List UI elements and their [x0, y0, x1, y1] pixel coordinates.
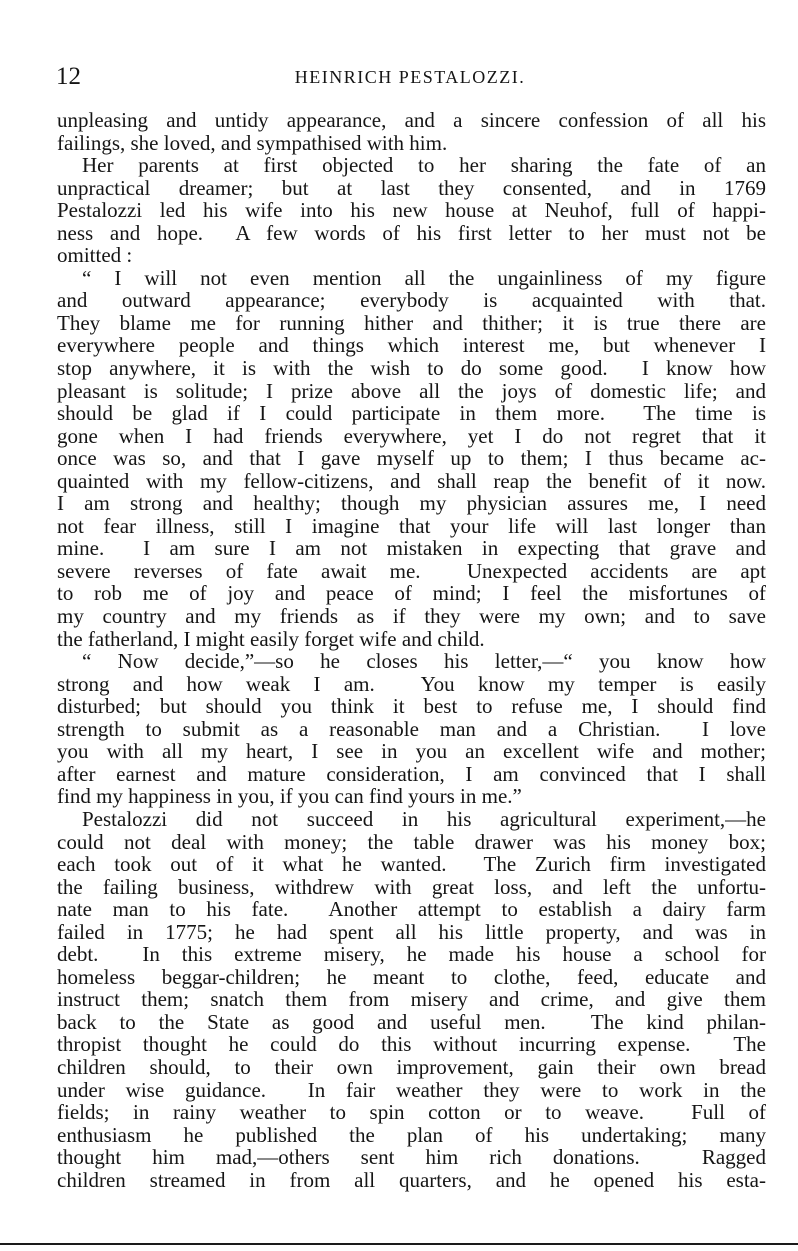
- text-line: Her parents at first objected to her sharing the fate of an: [82, 153, 766, 178]
- text-line: pleasant is solitude; I prize above all the joys of domestic life; and: [57, 378, 766, 403]
- text-line: unpractical dreamer; but at last they consented, and in 1769: [57, 175, 766, 200]
- text-line: They blame me for running hither and thither; it is true there are: [57, 310, 766, 335]
- text-line: failings, she loved, and sympathised with him.: [57, 130, 448, 155]
- text-line: unpleasing and untidy appearance, and a sincere confession of all his: [57, 108, 766, 132]
- text-line: should be glad if I could participate in them more. The time is: [57, 401, 766, 426]
- text-line: the fatherland, I might easily forget wife and child.: [57, 626, 485, 651]
- body-text: [57, 109, 766, 1191]
- text-line: and outward appearance; everybody is acquainted with that.: [57, 288, 766, 313]
- text-line: each took out of it what he wanted. The Zurich firm investigated: [57, 852, 766, 877]
- text-line: disturbed; but should you think it best to refuse me, I should find: [57, 694, 766, 719]
- text-line: homeless beggar-children; he meant to clothe, feed, educate and: [57, 964, 766, 989]
- text-line: debt. In this extreme misery, he made his house a school for: [57, 942, 766, 967]
- text-line: children streamed in from all quarters, and he opened his esta-: [57, 1167, 766, 1192]
- text-line: you with all my heart, I see in you an excellent wife and mother;: [57, 739, 766, 764]
- text-line: once was so, and that I gave myself up to them; I thus became ac-: [57, 446, 766, 471]
- text-line: strength to submit as a reasonable man and a Christian. I love: [57, 716, 766, 741]
- text-line: instruct them; snatch them from misery and crime, and give them: [57, 987, 766, 1012]
- text-line: Pestalozzi led his wife into his new house at Neuhof, full of happi-: [57, 198, 766, 223]
- text-line: stop anywhere, it is with the wish to do some good. I know how: [57, 356, 766, 381]
- text-line: after earnest and mature consideration, I am convinced that I shall: [57, 761, 766, 786]
- text-line: fields; in rainy weather to spin cotton or to weave. Full of: [57, 1100, 766, 1125]
- text-line: everywhere people and things which interest me, but whenever I: [57, 333, 766, 358]
- text-line: back to the State as good and useful men. The kind philan-: [57, 1009, 766, 1034]
- text-line: thought him mad,—others sent him rich donations. Ragged: [57, 1145, 766, 1170]
- page-number: 12: [56, 63, 81, 90]
- bottom-rule: [0, 1243, 798, 1245]
- text-line: “ Now decide,”—so he closes his letter,—“ you know how: [82, 649, 766, 674]
- text-line: enthusiasm he published the plan of his undertaking; many: [57, 1122, 766, 1147]
- text-line: ness and hope. A few words of his first letter to her must not be: [57, 220, 766, 245]
- text-line: find my happiness in you, if you can find yours in me.”: [57, 784, 522, 809]
- text-line: the failing business, withdrew with great loss, and left the unfortu-: [57, 874, 766, 899]
- text-line: under wise guidance. In fair weather they were to work in the: [57, 1077, 766, 1102]
- text-line: I am strong and healthy; though my physician assures me, I need: [57, 491, 766, 516]
- text-line: omitted :: [57, 243, 133, 268]
- text-line: quainted with my fellow-citizens, and shall reap the benefit of it now.: [57, 468, 766, 493]
- text-line: mine. I am sure I am not mistaken in expecting that grave and: [57, 536, 766, 561]
- text-line: could not deal with money; the table drawer was his money box;: [57, 829, 766, 854]
- page-header: [56, 62, 764, 92]
- text-line: failed in 1775; he had spent all his little property, and was in: [57, 919, 766, 944]
- text-line: Pestalozzi did not succeed in his agricultural experiment,—he: [82, 806, 766, 831]
- text-line: nate man to his fate. Another attempt to establish a dairy farm: [57, 897, 766, 922]
- text-line: “ I will not even mention all the ungainliness of my figure: [82, 265, 766, 290]
- text-line: severe reverses of fate await me. Unexpected accidents are apt: [57, 558, 766, 583]
- text-line: to rob me of joy and peace of mind; I feel the misfortunes of: [57, 581, 766, 606]
- running-head: HEINRICH PESTALOZZI.: [294, 67, 526, 87]
- text-line: thropist thought he could do this without incurring expense. The: [57, 1032, 766, 1057]
- text-line: strong and how weak I am. You know my temper is easily: [57, 671, 766, 696]
- text-line: children should, to their own improvement, gain their own bread: [57, 1054, 766, 1079]
- text-line: my country and my friends as if they were my own; and to save: [57, 604, 766, 629]
- text-line: not fear illness, still I imagine that your life will last longer than: [57, 513, 766, 538]
- text-line: gone when I had friends everywhere, yet I do not regret that it: [57, 423, 766, 448]
